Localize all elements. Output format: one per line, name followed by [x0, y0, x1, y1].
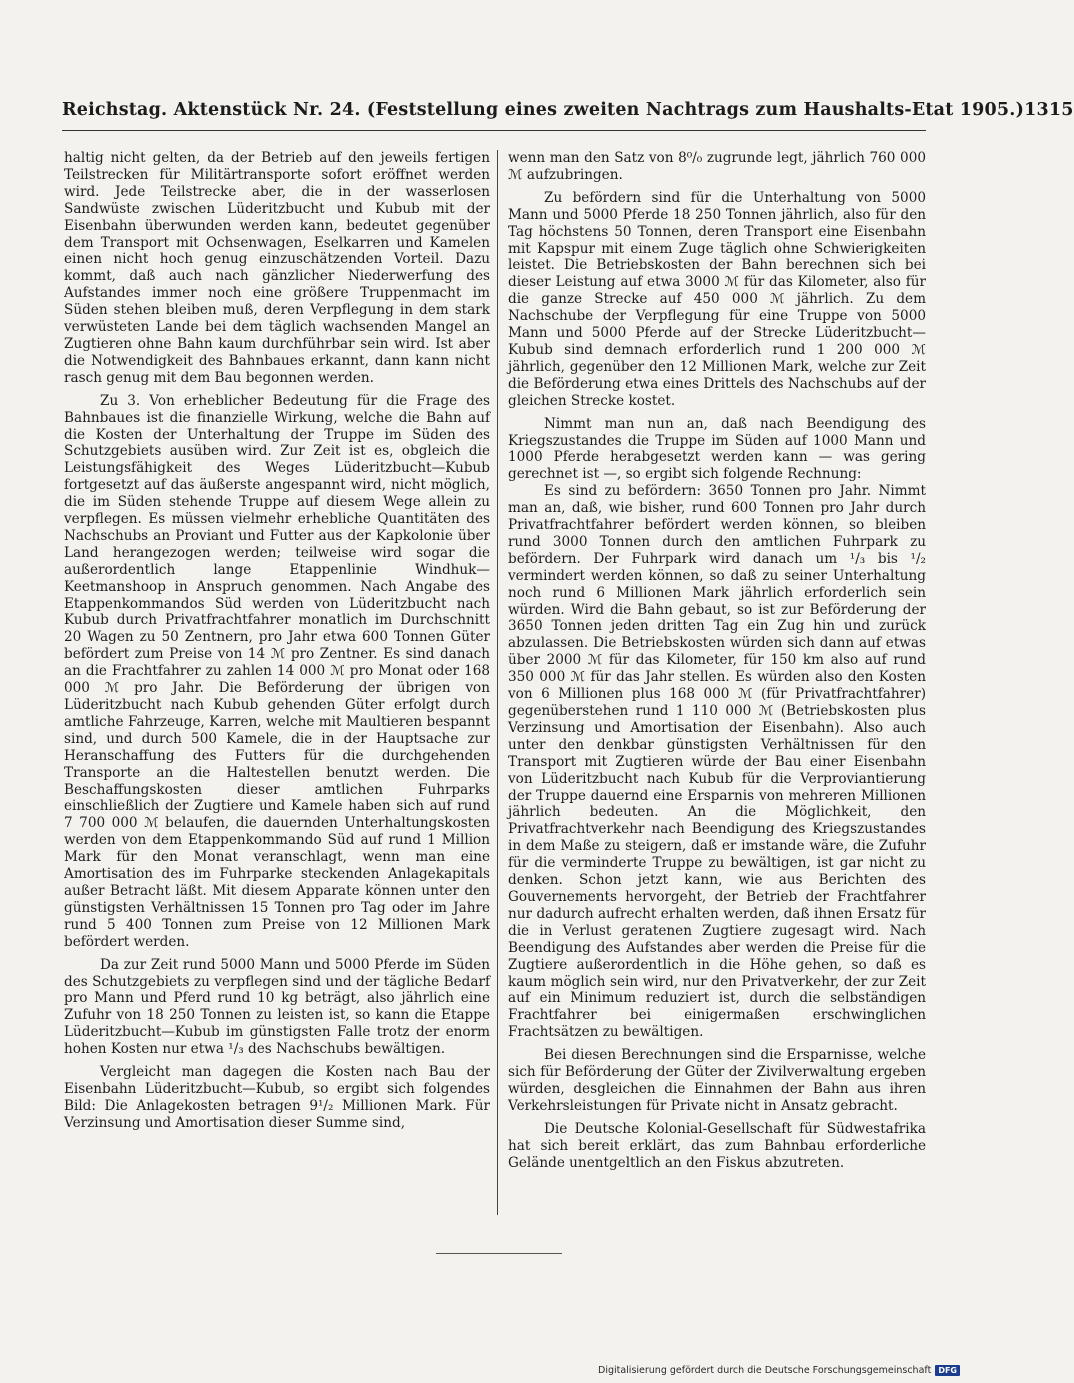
- paragraph: Bei diesen Berechnungen sind die Ersparnisse, welche sich für Beförderung der Güter der Zivilverwaltung ergeben würden, desgleichen die Einnahmen der Bahn aus ihren Verkehrsleistungen für Private nicht in Ansatz gebracht.: [508, 1047, 926, 1114]
- page-number: 1315: [1024, 100, 1074, 120]
- header-title: Reichstag. Aktenstück Nr. 24. (Feststellung eines zweiten Nachtrags zum Haushalts-Etat 1905.): [62, 100, 1025, 120]
- page-header: [62, 100, 1074, 120]
- paragraph: wenn man den Satz von 8⁰/₀ zugrunde legt, jährlich 760 000 ℳ aufzubringen.: [508, 150, 926, 183]
- footer-text: Digitalisierung gefördert durch die Deutsche Forschungsgemeinschaft: [598, 1365, 932, 1376]
- right-column: [508, 150, 926, 1171]
- paragraph: Es sind zu befördern: 3650 Tonnen pro Jahr. Nimmt man an, daß, wie bisher, rund 600 Tonnen pro Jahr durch Privatfrachtfahrer befördert werden können, so bleiben rund 3000 Tonnen durch den amtlichen Fuhrpark zu befördern. Der Fuhrpark wird danach um ¹/₃ bis ¹/₂ vermindert werden können, so daß zu seiner Unterhaltung noch rund 6 Millionen Mark jährlich erforderlich sein würden. Wird die Bahn gebaut, so ist zur Beförderung der 3650 Tonnen jeden dritten Tag ein Zug hin und zurück abzulassen. Die Betriebskosten würden sich dann auf etwas über 2000 ℳ für das Kilometer, für 150 km also auf rund 350 000 ℳ für das Jahr stellen. Es würden also den Kosten von 6 Millionen plus 168 000 ℳ (für Privatfrachtfahrer) gegenüberstehen rund 1 110 000 ℳ (Betriebskosten plus Verzinsung und Amortisation der Eisenbahn). Also auch unter den denkbar günstigsten Verhältnissen für den Transport mit Zugtieren würde der Bau einer Eisenbahn von Lüderitzbucht nach Kubub für die Verproviantierung der Truppe dauernd eine Ersparnis von mehreren Millionen jährlich bedeuten. An die Möglichkeit, den Privatfrachtverkehr nach Beendigung des Kriegszustandes in dem Maße zu steigern, daß er imstande wäre, die Zufuhr für die verminderte Truppe zu bewältigen, ist gar nicht zu denken. Schon jetzt kann, wie aus Berichten des Gouvernements hervorgeht, der Betrieb der Frachtfahrer nur dadurch aufrecht erhalten werden, daß ihnen Ersatz für die in Verlust geratenen Zugtiere zugesagt wird. Nach Beendigung des Aufstandes aber werden die Preise für die Zugtiere außerordentlich in die Höhe gehen, so daß es kaum möglich sein wird, nur den Privatverkehr, der zur Zeit auf ein Minimum reduziert ist, durch die selbständigen Frachtfahrer bei einigermaßen erschwinglichen Frachtsätzen zu bewältigen.: [508, 483, 926, 1041]
- header-rule: [62, 130, 926, 131]
- paragraph: Nimmt man nun an, daß nach Beendigung des Kriegszustandes die Truppe im Süden auf 1000 Mann und 1000 Pferde herabgesetzt werden kann — was gering gerechnet ist —, so ergibt sich folgende Rechnung:: [508, 415, 926, 483]
- footer: [598, 1365, 960, 1376]
- paragraph: Da zur Zeit rund 5000 Mann und 5000 Pferde im Süden des Schutzgebiets zu verpflegen sind und der tägliche Bedarf pro Mann und Pferd rund 10 kg beträgt, also jährlich eine Zufuhr von 18 250 Tonnen zu leisten ist, so kann die Etappe Lüderitzbucht—Kubub im günstigsten Falle trotz der enorm hohen Kosten nur etwa ¹/₃ des Nachschubs bewältigen.: [64, 956, 490, 1058]
- dfg-logo-icon: DFG: [935, 1365, 960, 1376]
- paragraph: Die Deutsche Kolonial-Gesellschaft für Südwestafrika hat sich bereit erklärt, das zum Bahnbau erforderliche Gelände unentgeltlich an den Fiskus abzutreten.: [508, 1120, 926, 1171]
- paragraph: haltig nicht gelten, da der Betrieb auf den jeweils fertigen Teilstrecken für Militärtransporte sofort eröffnet werden wird. Jede Teilstrecke aber, die in der wasserlosen Sandwüste zwischen Lüderitzbucht und Kubub mit der Eisenbahn überwunden werden kann, bedeutet gegenüber dem Transport mit Ochsenwagen, Eselkarren und Kamelen einen nicht hoch genug einzuschätzenden Vorteil. Dazu kommt, daß auch nach gänzlicher Niederwerfung des Aufstandes immer noch eine größere Truppenmacht im Süden stehen bleiben muß, deren Verpflegung in dem stark verwüsteten Lande bei dem täglich wachsenden Mangel an Zugtieren ohne Bahn kaum durchführbar sein wird. Ist aber die Notwendigkeit des Bahnbaues erkannt, dann kann nicht rasch genug mit dem Bau begonnen werden.: [64, 150, 490, 386]
- paragraph: Vergleicht man dagegen die Kosten nach Bau der Eisenbahn Lüderitzbucht—Kubub, so ergibt sich folgendes Bild: Die Anlagekosten betragen 9¹/₂ Millionen Mark. Für Verzinsung und Amortisation dieser Summe sind,: [64, 1064, 490, 1131]
- paragraph: Zu 3. Von erheblicher Bedeutung für die Frage des Bahnbaues ist die finanzielle Wirkung, welche die Bahn auf die Kosten der Unterhaltung der Truppe im Süden des Schutzgebiets ausüben wird. Zur Zeit ist es, obgleich die Leistungsfähigkeit des Weges Lüderitzbucht—Kubub fortgesetzt auf das äußerste angespannt wird, nicht möglich, die im Süden stehende Truppe auf diesem Wege allein zu verpflegen. Es müssen vielmehr erhebliche Quantitäten des Nachschubs an Proviant und Futter aus der Kapkolonie über Land herangezogen werden; teilweise wird sogar die außerordentlich lange Etappenlinie Windhuk—Keetmanshoop in Anspruch genommen. Nach Angabe des Etappenkommandos Süd werden von Lüderitzbucht nach Kubub durch Privatfrachtfahrer monatlich im Durchschnitt 20 Wagen zu 50 Zentnern, pro Jahr etwa 600 Tonnen Güter befördert zum Preise von 14 ℳ pro Zentner. Es sind danach an die Frachtfahrer zu zahlen 14 000 ℳ pro Monat oder 168 000 ℳ pro Jahr. Die Beförderung der übrigen von Lüderitzbucht nach Kubub gehenden Güter erfolgt durch amtliche Fahrzeuge, Karren, welche mit Maultieren bespannt sind, und durch 500 Kamele, die in der Hauptsache zur Heranschaffung des Futters für die durchgehenden Transporte an die Haltestellen benutzt werden. Die Beschaffungskosten dieser amtlichen Fuhrparks einschließlich der Zugtiere und Kamele haben sich auf rund 7 700 000 ℳ belaufen, die dauernden Unterhaltungskosten werden von dem Etappenkommando Süd auf rund 1 Million Mark für den Monat veranschlagt, wenn man eine Amortisation des im Fuhrparke steckenden Anlagekapitals außer Betracht läßt. Mit diesem Apparate können unter den günstigsten Verhältnissen 15 Tonnen pro Tag oder im Jahre rund 5 400 Tonnen zum Preise von 12 Millionen Mark befördert werden.: [64, 392, 490, 950]
- paragraph: Zu befördern sind für die Unterhaltung von 5000 Mann und 5000 Pferde 18 250 Tonnen jährlich, also für den Tag höchstens 50 Tonnen, deren Transport eine Eisenbahn mit Kapspur mit einem Zuge täglich ohne Schwierigkeiten leistet. Die Betriebskosten der Bahn berechnen sich bei dieser Leistung auf etwa 3000 ℳ für das Kilometer, also für die ganze Strecke auf 450 000 ℳ jährlich. Zu dem Nachschube der Verpflegung für eine Truppe von 5000 Mann und 5000 Pferde auf der Strecke Lüderitzbucht—Kubub sind demnach erforderlich rund 1 200 000 ℳ jährlich, gegenüber den 12 Millionen Mark, welche zur Zeit die Beförderung etwa eines Drittels des Nachschubs auf der gleichen Strecke kostet.: [508, 189, 926, 409]
- end-rule: [436, 1253, 562, 1254]
- left-column: [64, 150, 490, 1132]
- column-divider: [497, 150, 498, 1215]
